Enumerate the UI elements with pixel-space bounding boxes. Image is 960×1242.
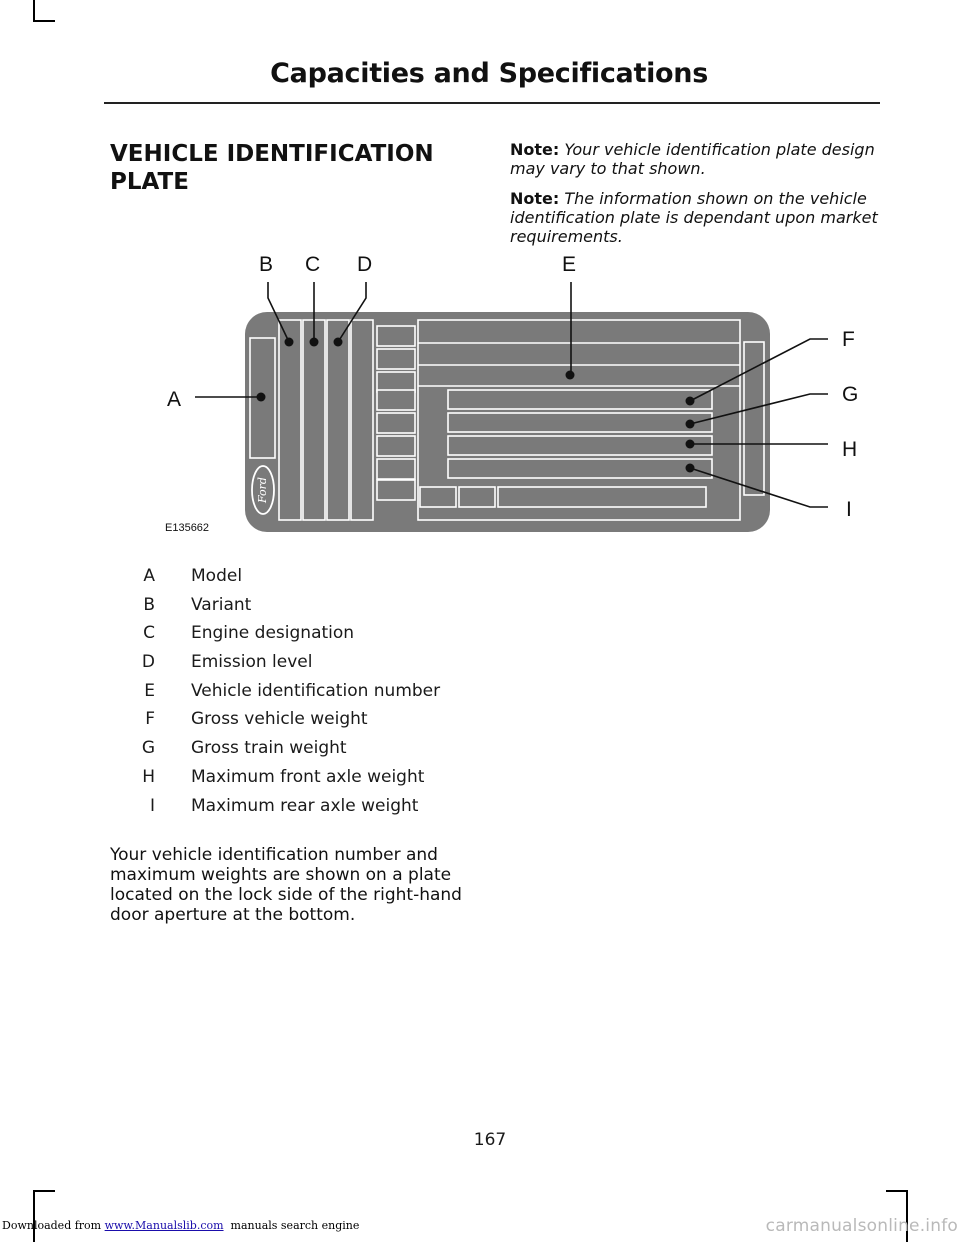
- legend-letter: B: [143, 594, 155, 615]
- callout-c: C: [305, 253, 321, 276]
- crop-mark: [886, 1190, 908, 1192]
- legend-text: Gross train weight: [191, 738, 347, 759]
- callout-e: E: [562, 253, 577, 276]
- callout-a: A: [167, 388, 182, 411]
- page-number: 167: [473, 1130, 507, 1150]
- plate-strip-emission: [327, 320, 349, 520]
- legend-text: Model: [191, 566, 243, 586]
- figure-code: E135662: [165, 522, 210, 534]
- legend-text: Emission level: [191, 652, 313, 673]
- legend-letter: C: [143, 623, 155, 644]
- watermark: carmanualsonline.info: [765, 1216, 958, 1236]
- note-label: Note:: [510, 140, 560, 159]
- plate-strip: [351, 320, 373, 520]
- legend-item: [120, 562, 440, 591]
- legend-item: [120, 792, 440, 821]
- ford-logo-text: Ford: [256, 477, 269, 503]
- legend-letter: F: [145, 709, 155, 730]
- legend-item: [120, 619, 440, 648]
- footer-suffix: manuals search engine: [223, 1219, 360, 1232]
- callout-g: G: [842, 383, 859, 406]
- body-paragraph: Your vehicle identification number and maximum weights are shown on a plate located on the lock side of the right-hand door aperture at the bottom.: [110, 845, 462, 925]
- plate-strip-variant: [279, 320, 301, 520]
- download-footer: [2, 1219, 359, 1232]
- crop-mark: [33, 1190, 55, 1192]
- plate-strip-engine: [303, 320, 325, 520]
- vehicle-identification-plate-figure: [160, 245, 880, 540]
- legend-letter: D: [141, 652, 155, 673]
- legend-text: Engine designation: [191, 623, 355, 644]
- note-label: Note:: [510, 189, 560, 208]
- footer-prefix: Downloaded from: [2, 1219, 105, 1232]
- legend-text: Vehicle identification number: [191, 680, 441, 701]
- crop-mark: [33, 0, 35, 22]
- legend-text: Gross vehicle weight: [191, 709, 368, 730]
- legend-text: Variant: [191, 594, 252, 615]
- legend-item: [120, 677, 440, 706]
- legend-letter: I: [149, 795, 155, 816]
- legend-item: [120, 734, 440, 763]
- plate-small-boxes: [377, 326, 415, 500]
- callout-i: I: [846, 498, 852, 521]
- legend-letter: G: [141, 738, 155, 759]
- legend-letter: H: [142, 766, 155, 787]
- header-divider: [104, 102, 880, 104]
- legend-text: Maximum rear axle weight: [191, 795, 419, 816]
- note-text: The information shown on the vehicle identification plate is dependant upon market requirements.: [510, 189, 878, 246]
- legend-item: [120, 648, 440, 677]
- manualslib-link[interactable]: www.Manualslib.com: [104, 1219, 224, 1232]
- legend-letter: A: [143, 566, 155, 586]
- callout-d: D: [357, 253, 373, 276]
- note-plate-design: [510, 140, 885, 178]
- crop-mark: [33, 1190, 35, 1242]
- callout-h: H: [842, 438, 858, 461]
- legend-item: [120, 763, 440, 792]
- callout-legend: [120, 562, 440, 820]
- callout-f: F: [842, 328, 855, 351]
- callout-b: B: [259, 253, 274, 276]
- note-text: Your vehicle identification plate design may vary to that shown.: [510, 140, 875, 178]
- legend-item: [120, 591, 440, 620]
- legend-letter: E: [144, 680, 155, 701]
- section-heading: VEHICLE IDENTIFICATION PLATE: [110, 141, 434, 195]
- note-market-requirements: [510, 189, 885, 246]
- legend-item: [120, 705, 440, 734]
- plate-bottom-boxes: [420, 487, 706, 507]
- page-header-title: Capacities and Specifications: [270, 58, 708, 89]
- legend-text: Maximum front axle weight: [191, 766, 425, 787]
- crop-mark: [33, 20, 55, 22]
